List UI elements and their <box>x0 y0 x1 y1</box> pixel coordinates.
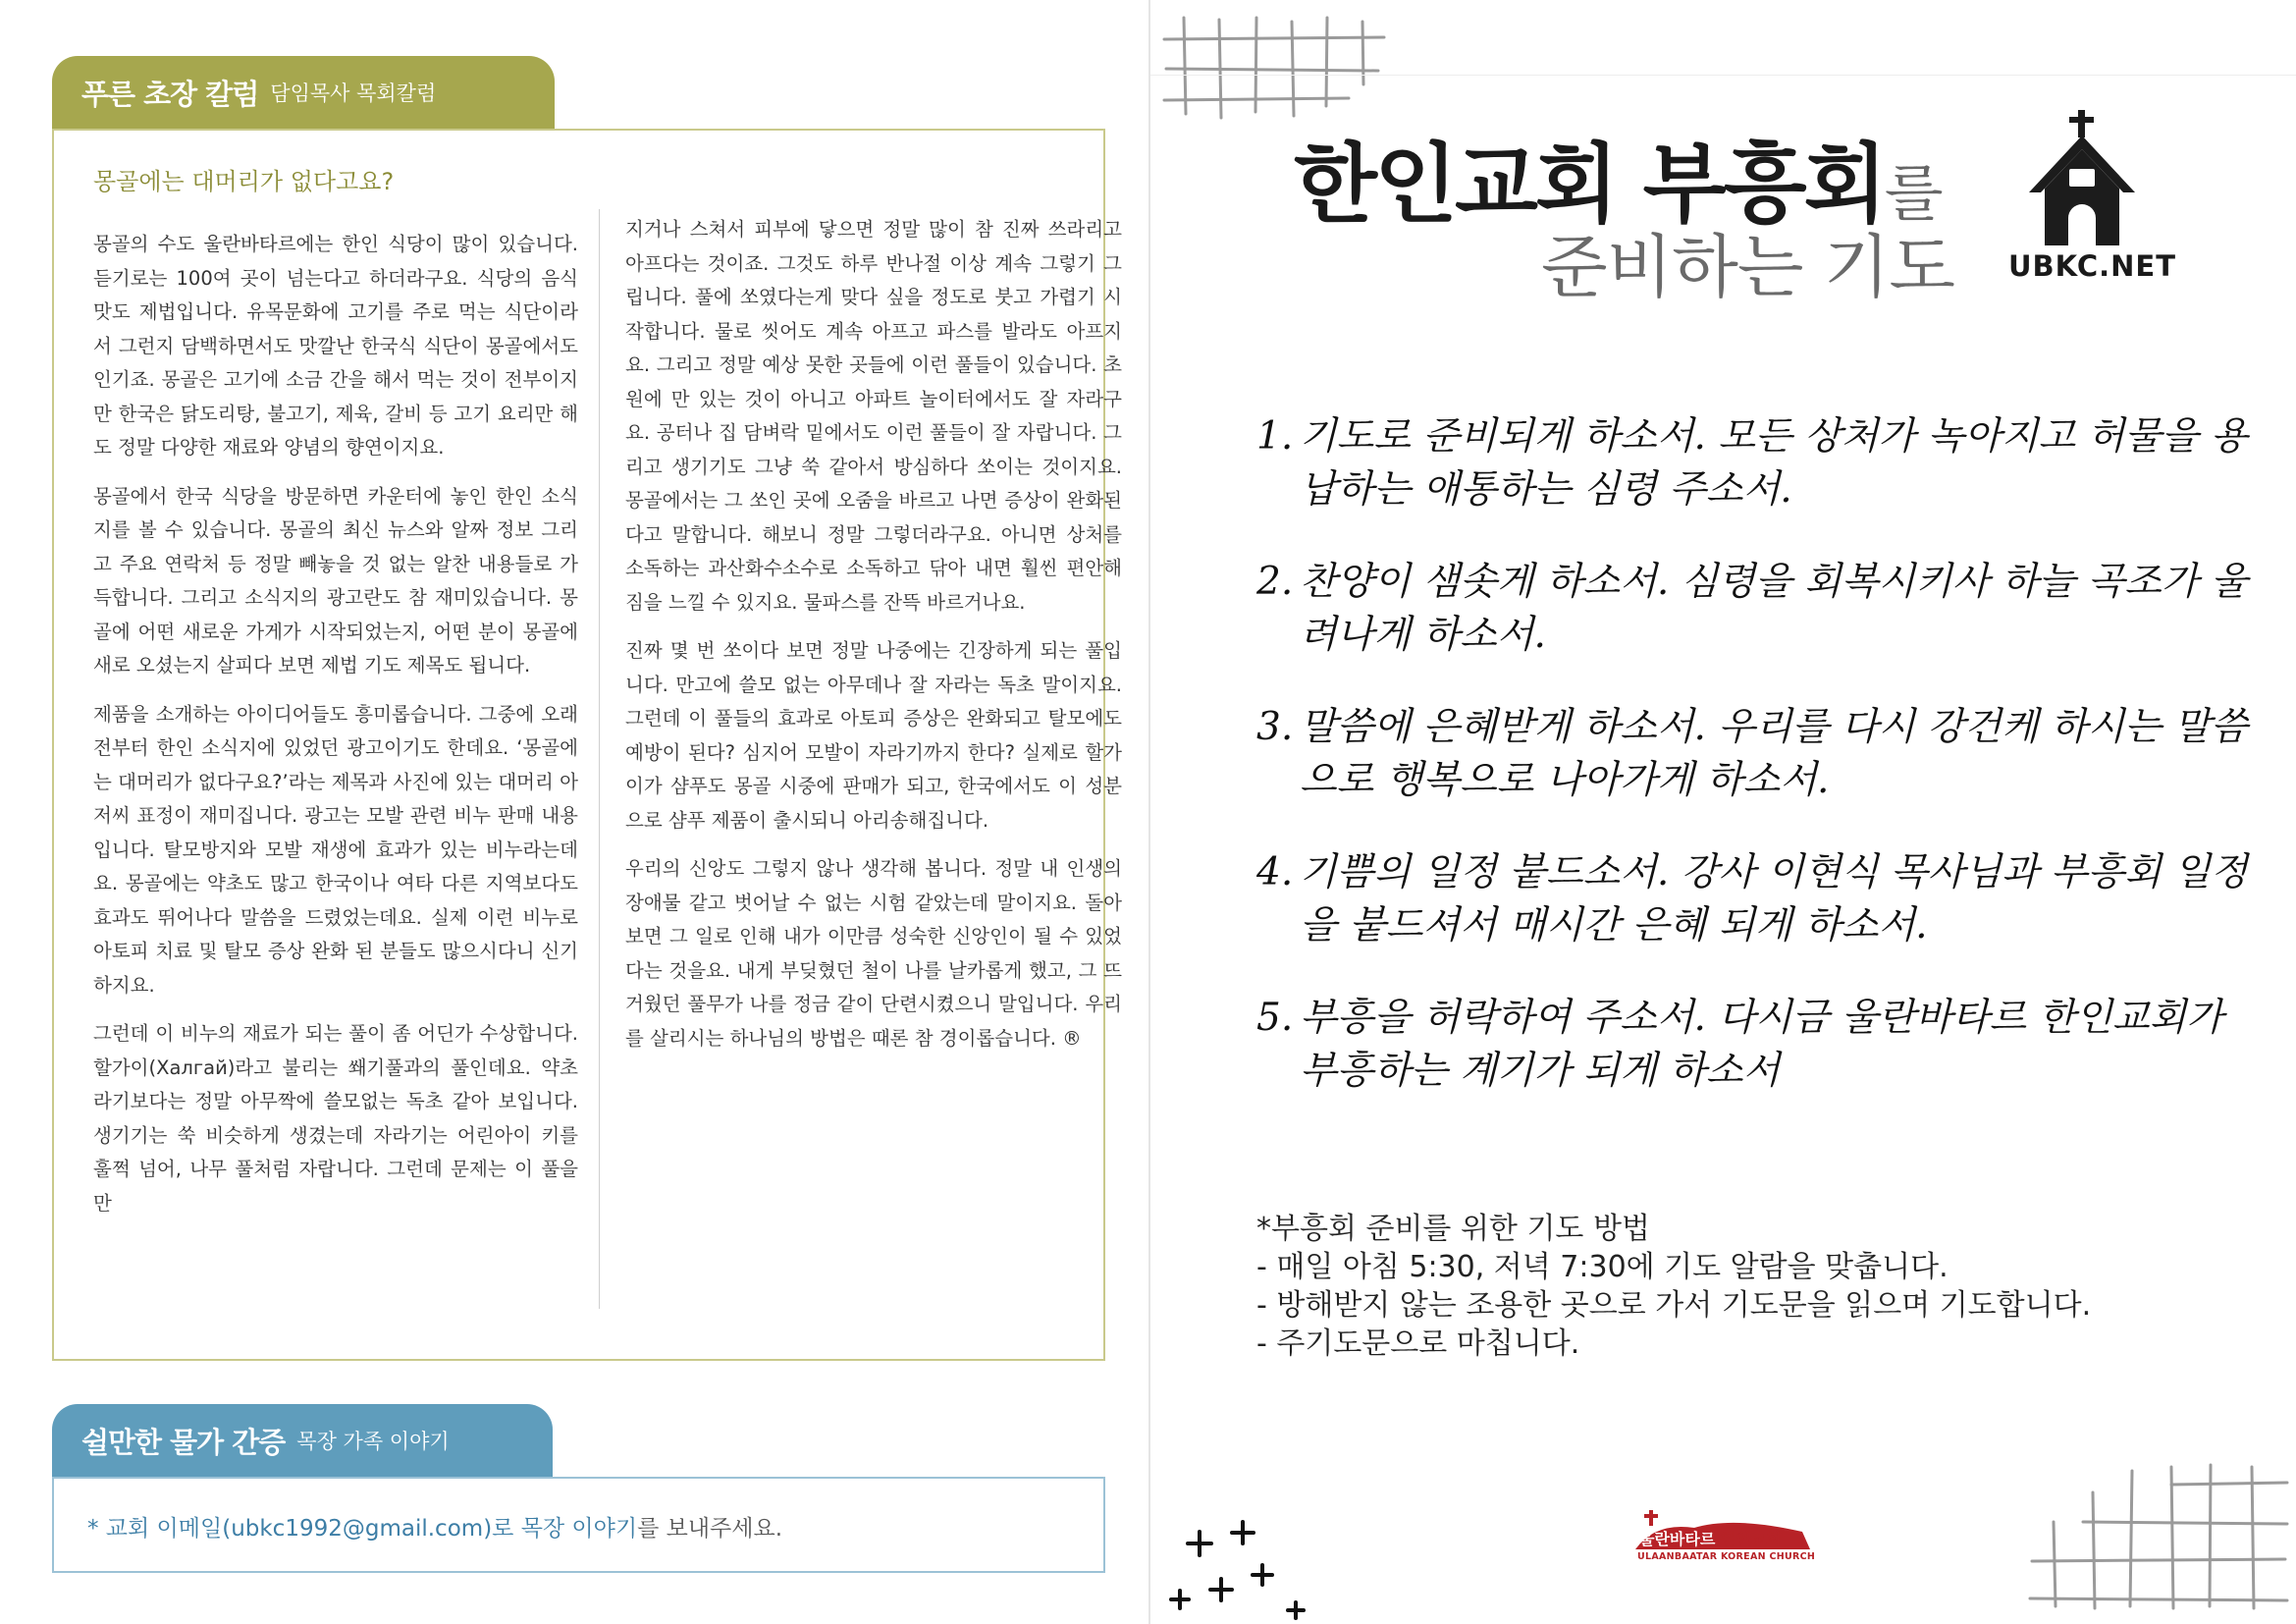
prayer-number: 5. <box>1256 996 1294 1040</box>
decorative-crosses-icon <box>1158 1492 1306 1620</box>
prayer-text: 찬양이 샘솟게 하소서. 심령을 회복시키사 하늘 곡조가 울려나게 하소서. <box>1300 560 2248 657</box>
prayer-text: 부흥을 허락하여 주소서. 다시금 울란바타르 한인교회가 부흥하는 계기가 되게 하소서 <box>1300 996 2223 1093</box>
note-mid: )로 목장 이야기 <box>483 1516 638 1542</box>
church-email-link[interactable]: ubkc1992@gmail.com <box>231 1516 484 1542</box>
article-column-1 <box>93 228 578 1235</box>
title-main: 한인교회 부흥회 <box>1294 134 1885 235</box>
article-column-2 <box>625 213 1122 1070</box>
decorative-grid-icon <box>2024 1463 2289 1610</box>
prayer-item <box>1256 410 2248 516</box>
column-section-tab <box>52 56 555 129</box>
testimony-section-title: 쉴만한 물가 간증 <box>81 1425 286 1459</box>
logo-church: 한인교회 <box>1720 1530 1782 1548</box>
article-paragraph: 지거나 스쳐서 피부에 닿으면 정말 많이 참 진짜 쓰라리고 아프다는 것이죠. 그것도 하루 반나절 이상 계속 그렇기 그립니다. 풀에 쏘였다는게 맞다 싶을 정도로 붓고 가렵기 시작합니다. 물로 씻어도 계속 아프고 파스를 발라도 아프지요. 그리고 정말 예상 못한 곳들에 이런 풀들이 있습니다. 초원에 만 있는 것이 아니고 아파트 놀이터에서도 잘 자라구요. 공터나 집 담벼락 밑에서도 이런 풀들이 잘 자랍니다. 그리고 생기기도 그냥 쑥 같아서 방심하다 쏘이는 것이지요. 몽골에서는 그 쏘인 곳에 오줌을 바르고 나면 증상이 완화된다고 말합니다. 해보니 정말 그렇더라구요. 아니면 상처를 소독하는 과산화수소수로 소독하고 닦아 내면 훨씬 편안해 짐을 느낄 수 있지요. 물파스를 잔뜩 바르거나요. <box>625 218 1122 614</box>
column-section-subtitle: 담임목사 목회칼럼 <box>270 81 437 105</box>
article-paragraph: 제품을 소개하는 아이디어들도 흥미롭습니다. 그중에 오래 전부터 한인 소식지에 있었던 광고이기도 한데요. ‘몽골에는 대머리가 없다구요?’라는 제목과 사진에 있는 대머리 아저씨 표정이 재미집니다. 광고는 모발 관련 비누 판매 내용입니다. 탈모방지와 모발 재생에 효과가 있는 비누라는데요. 몽골에는 약초도 많고 한국이나 여타 다른 지역보다도 효과도 뛰어나다 말씀을 드렸었는데요. 실제 이런 비누로 아토피 치료 및 탈모 증상 완화 된 분들도 많으시다니 신기하지요. <box>93 702 578 997</box>
testimony-note <box>87 1510 782 1543</box>
prayer-number: 1. <box>1256 414 1294 459</box>
article-paragraph: 우리의 신앙도 그렇지 않나 생각해 봅니다. 정말 내 인생의 장애물 같고 벗어날 수 없는 시험 같았는데 말이지요. 돌아보면 그 일로 인해 내가 이만큼 성숙한 신앙인이 될 수 있었다는 것을요. 내게 부딪혔던 철이 나를 날카롭게 했고, 그 뜨거웠던 풀무가 나를 정금 같이 단련시켰으니 말입니다. 우리를 살리시는 하나님의 방법은 때론 참 경이롭습니다. ® <box>625 857 1122 1050</box>
prayer-item <box>1256 846 2248 952</box>
method-step: - 방해받지 않는 조용한 곳으로 가서 기도문을 읽으며 기도합니다. <box>1256 1288 2092 1323</box>
article-paragraph: 그런데 이 비누의 재료가 되는 풀이 좀 어딘가 수상합니다. 할가이(Халгай)라고 불리는 쐐기풀과의 풀인데요. 약초라기보다는 정말 아무짝에 쓸모없는 독초 같아 보입니다. 생기기는 쑥 비슷하게 생겼는데 자라기는 어린아이 키를 훌쩍 넘어, 나무 풀처럼 자랍니다. 그런데 문제는 이 풀을 만 <box>93 1022 578 1215</box>
prayer-item <box>1256 556 2248 662</box>
article-paragraph: 몽골에서 한국 식당을 방문하면 카운터에 놓인 한인 소식지를 볼 수 있습니다. 몽골의 최신 뉴스와 알짜 정보 그리고 주요 연락처 등 정말 빼놓을 것 없는 알찬 내용들로 가득합니다. 그리고 소식지의 광고란도 참 재미있습니다. 몽골에 어떤 새로운 가게가 시작되었는지, 어떤 분이 몽골에 새로 오셨는지 살피다 보면 제법 기도 제목도 됩니다. <box>93 484 578 677</box>
right-page <box>1148 0 2296 1624</box>
prayer-number: 2. <box>1256 560 1294 604</box>
site-label[interactable]: UBKC.NET <box>2008 249 2176 283</box>
top-rule <box>1150 75 2296 76</box>
prayer-text: 기쁨의 일정 붙드소서. 강사 이현식 목사님과 부흥회 일정을 붙드셔서 매시간 은혜 되게 하소서. <box>1300 850 2248 947</box>
testimony-section-subtitle: 목장 가족 이야기 <box>296 1430 450 1453</box>
method-step: - 매일 아침 5:30, 저녁 7:30에 기도 알람을 맞춥니다. <box>1256 1250 1949 1284</box>
testimony-box <box>52 1477 1105 1573</box>
article-paragraph: 진짜 몇 번 쏘이다 보면 정말 나중에는 긴장하게 되는 풀입니다. 만고에 쓸모 없는 아무데나 잘 자라는 독초 말이지요. 그런데 이 풀들의 효과로 아토피 증상은 완화되고 탈모에도 예방이 된다? 심지어 모발이 자라기까지 한다? 실제로 할가이가 샴푸도 몽골 시중에 판매가 되고, 한국에서도 이 성분으로 샴푸 제품이 출시되니 아리송해집니다. <box>625 639 1122 832</box>
note-prefix: * 교회 이메일( <box>87 1516 232 1542</box>
column-divider <box>599 209 600 1309</box>
article-heading: 몽골에는 대머리가 없다고요? <box>93 168 395 195</box>
article-paragraph: 몽골의 수도 울란바타르에는 한인 식당이 많이 있습니다. 듣기로는 100여 곳이 넘는다고 하더라구요. 식당의 음식 맛도 제법입니다. 유목문화에 고기를 주로 먹는 식단이라서 그런지 담백하면서도 맛깔난 한국식 식단이 몽골에서도 인기죠. 몽골은 고기에 소금 간을 해서 먹는 것이 전부이지만 한국은 닭도리탕, 불고기, 제육, 갈비 등 고기 요리만 해도 정말 다양한 재료와 양념의 향연이지요. <box>93 233 578 459</box>
method-step: - 주기도문으로 마칩니다. <box>1256 1326 1580 1361</box>
method-heading: *부흥회 준비를 위한 기도 방법 <box>1256 1212 1650 1246</box>
prayer-text: 기도로 준비되게 하소서. 모든 상처가 녹아지고 허물을 용납하는 애통하는 심령 주소서. <box>1300 414 2248 512</box>
prayer-number: 4. <box>1256 850 1294 894</box>
prayer-item <box>1256 992 2248 1098</box>
church-icon <box>2027 110 2137 247</box>
logo-english-name: ULAANBAATAR KOREAN CHURCH <box>1637 1551 1816 1562</box>
column-section-title: 푸른 초장 칼럼 <box>81 77 259 111</box>
logo-city: 울란바타르 <box>1639 1530 1716 1548</box>
page-title-line2: 준비하는 기도 <box>1541 227 1954 307</box>
testimony-section-tab <box>52 1404 553 1477</box>
note-suffix: 를 보내주세요. <box>637 1516 783 1542</box>
prayer-list <box>1256 410 2248 1137</box>
prayer-item <box>1256 701 2248 807</box>
column-article-box <box>52 129 1122 1361</box>
prayer-text: 말씀에 은혜받게 하소서. 우리를 다시 강건케 하시는 말씀으로 행복으로 나아가게 하소서. <box>1300 705 2248 802</box>
church-logo <box>1635 1510 1816 1571</box>
title-particle: 를 <box>1884 157 1943 229</box>
prayer-method <box>1256 1210 2091 1363</box>
decorative-grid-icon <box>1162 16 1388 124</box>
prayer-number: 3. <box>1256 705 1294 749</box>
logo-korean-name <box>1639 1527 1782 1549</box>
